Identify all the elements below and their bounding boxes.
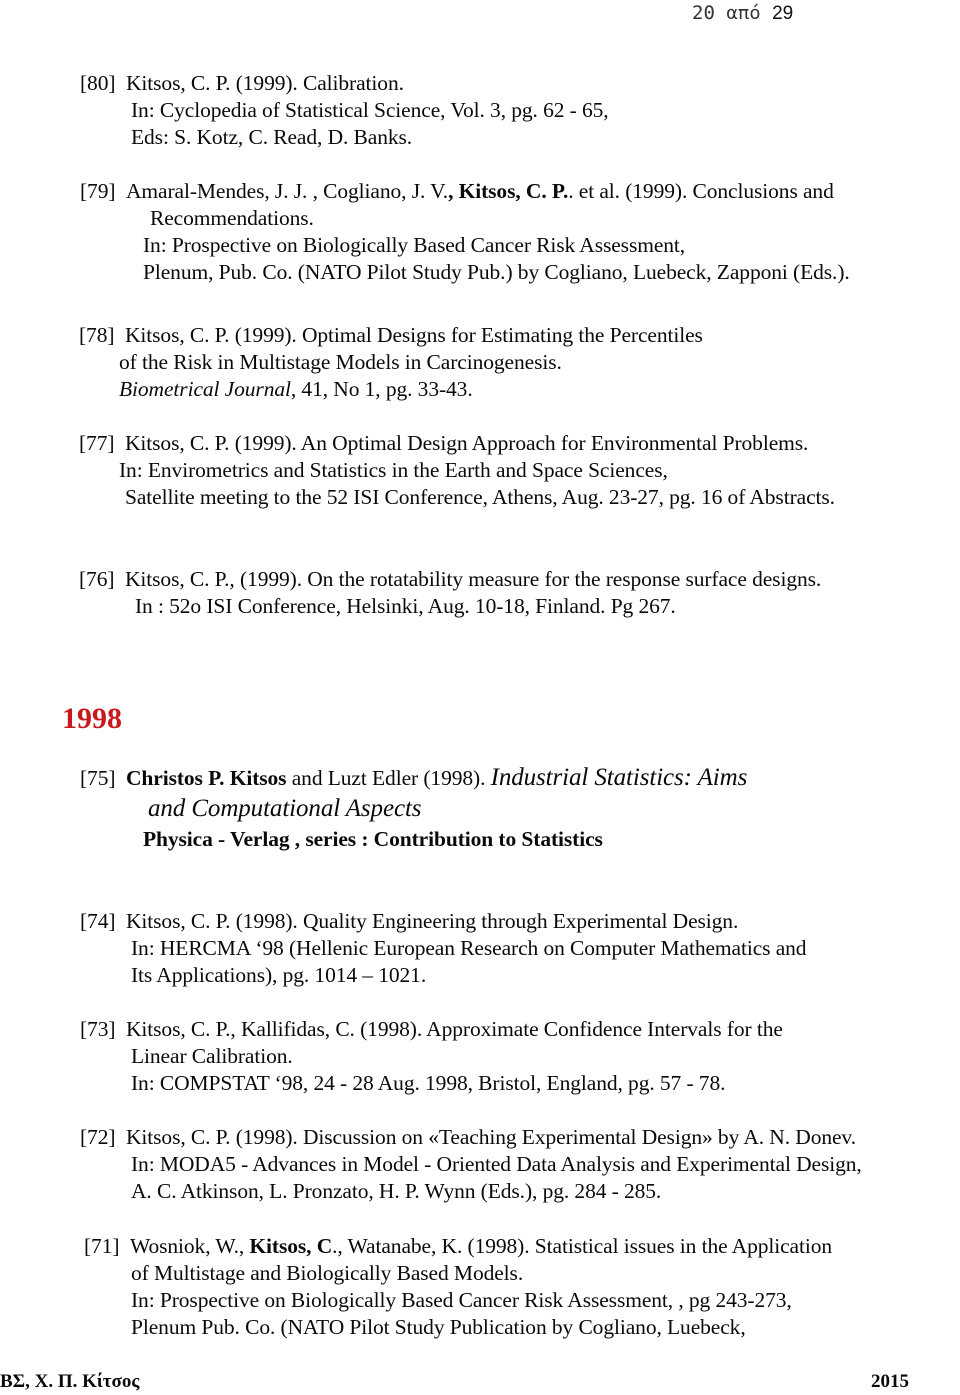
entry-78-line-2: of the Risk in Multistage Models in Carcinogenesis. bbox=[119, 350, 562, 374]
entry-72-line-1 bbox=[80, 1124, 856, 1150]
entry-75-publisher: Physica - Verlag , series : Contribution to Statistics bbox=[143, 827, 603, 851]
entry-71-line-3: In: Prospective on Biologically Based Cancer Risk Assessment, , pg 243-273, bbox=[131, 1288, 792, 1312]
entry-79-title-start: . et al. (1999). Conclusions and bbox=[568, 179, 834, 203]
entry-77-line-1 bbox=[79, 430, 808, 456]
entry-72-head: Kitsos, C. P. (1998). Discussion on «Teaching Experimental Design» by A. N. Donev. bbox=[125, 1125, 856, 1149]
year-heading: 1998 bbox=[62, 702, 122, 735]
entry-76-number: [76] bbox=[79, 567, 115, 591]
entry-77-head: Kitsos, C. P. (1999). An Optimal Design Approach for Environmental Problems. bbox=[124, 431, 809, 455]
entry-80-number: [80] bbox=[80, 71, 116, 95]
entry-75-author-bold: Christos P. Kitsos bbox=[125, 766, 287, 790]
entry-71-title-start: ., Watanabe, K. (1998). Statistical issues in the Application bbox=[332, 1234, 833, 1258]
footer-year: 2015 bbox=[871, 1371, 909, 1392]
entry-77-line-2: In: Envirometrics and Statistics in the Earth and Space Sciences, bbox=[119, 458, 668, 482]
entry-74-line-3: Its Applications), pg. 1014 – 1021. bbox=[131, 963, 427, 987]
entry-71-line-2: of Multistage and Biologically Based Models. bbox=[131, 1261, 524, 1285]
entry-75-line-1 bbox=[80, 765, 747, 791]
entry-71-line-4: Plenum Pub. Co. (NATO Pilot Study Publication by Cogliano, Luebeck, bbox=[131, 1315, 746, 1339]
entry-80-line-2: In: Cyclopedia of Statistical Science, Vol. 3, pg. 62 - 65, bbox=[131, 98, 609, 122]
entry-79-authors: Amaral-Mendes, J. J. , Cogliano, J. V. bbox=[125, 179, 449, 203]
entry-74-head: Kitsos, C. P. (1998). Quality Engineering through Experimental Design. bbox=[125, 909, 739, 933]
footer-author: ΒΣ, Χ. Π. Κίτσος bbox=[0, 1371, 140, 1392]
entry-79-author-bold: , Kitsos, C. P. bbox=[448, 179, 569, 203]
entry-76-line-2: In : 52o ISI Conference, Helsinki, Aug. 10-18, Finland. Pg 267. bbox=[135, 594, 676, 618]
entry-78-number: [78] bbox=[79, 323, 115, 347]
entry-71-authors: Wosniok, W., bbox=[129, 1234, 250, 1258]
entry-73-line-2: Linear Calibration. bbox=[131, 1044, 293, 1068]
entry-71-author-bold: Kitsos, C bbox=[249, 1234, 333, 1258]
entry-72-line-3: A. C. Atkinson, L. Pronzato, H. P. Wynn (Eds.), pg. 284 - 285. bbox=[131, 1179, 662, 1203]
page-of-label: 20 από bbox=[692, 2, 761, 24]
entry-78-volume: , 41, No 1, pg. 33-43. bbox=[290, 377, 473, 401]
entry-75-title-2: and Computational Aspects bbox=[148, 795, 422, 822]
entry-73-line-3: In: COMPSTAT ‘98, 24 - 28 Aug. 1998, Bristol, England, pg. 57 - 78. bbox=[131, 1071, 726, 1095]
entry-72-line-2: In: MODA5 - Advances in Model - Oriented Data Analysis and Experimental Design, bbox=[131, 1152, 862, 1176]
current-page-number: 29 bbox=[772, 3, 794, 24]
entry-75-title-1: Industrial Statistics: Aims bbox=[490, 764, 748, 791]
entry-78-line-1 bbox=[79, 322, 703, 348]
entry-73-line-1 bbox=[80, 1016, 783, 1042]
entry-78-journal: Biometrical Journal bbox=[119, 377, 291, 401]
entry-79-line-1 bbox=[80, 178, 834, 204]
entry-79-line-2: Recommendations. bbox=[150, 206, 314, 230]
entry-80-line-1 bbox=[80, 70, 404, 96]
entry-75-authors: and Luzt Edler (1998). bbox=[286, 766, 491, 790]
entry-80-line-3: Eds: S. Kotz, C. Read, D. Banks. bbox=[131, 125, 413, 149]
entry-76-line-1 bbox=[79, 566, 821, 592]
entry-79-line-4: Plenum, Pub. Co. (NATO Pilot Study Pub.) by Cogliano, Luebeck, Zapponi (Eds.). bbox=[143, 260, 850, 284]
entry-79-line-3: In: Prospective on Biologically Based Cancer Risk Assessment, bbox=[143, 233, 686, 257]
entry-79-number: [79] bbox=[80, 179, 116, 203]
entry-80-head: Kitsos, C. P. (1999). Calibration. bbox=[125, 71, 404, 95]
entry-75-number: [75] bbox=[80, 766, 116, 790]
entry-72-number: [72] bbox=[80, 1125, 116, 1149]
entry-74-number: [74] bbox=[80, 909, 116, 933]
entry-78-line-3 bbox=[119, 376, 473, 402]
entry-77-number: [77] bbox=[79, 431, 115, 455]
page-counter bbox=[692, 2, 793, 25]
entry-73-head: Kitsos, C. P., Kallifidas, C. (1998). Approximate Confidence Intervals for the bbox=[125, 1017, 783, 1041]
entry-78-head: Kitsos, C. P. (1999). Optimal Designs for Estimating the Percentiles bbox=[124, 323, 703, 347]
entry-77-line-3: Satellite meeting to the 52 ISI Conference, Athens, Aug. 23-27, pg. 16 of Abstracts. bbox=[125, 485, 835, 509]
entry-73-number: [73] bbox=[80, 1017, 116, 1041]
entry-74-line-2: In: HERCMA ‘98 (Hellenic European Research on Computer Mathematics and bbox=[131, 936, 807, 960]
entry-71-number: [71] bbox=[84, 1234, 120, 1258]
entry-71-line-1 bbox=[84, 1233, 832, 1259]
entry-74-line-1 bbox=[80, 908, 738, 934]
entry-76-head: Kitsos, C. P., (1999). On the rotatability measure for the response surface designs. bbox=[124, 567, 822, 591]
